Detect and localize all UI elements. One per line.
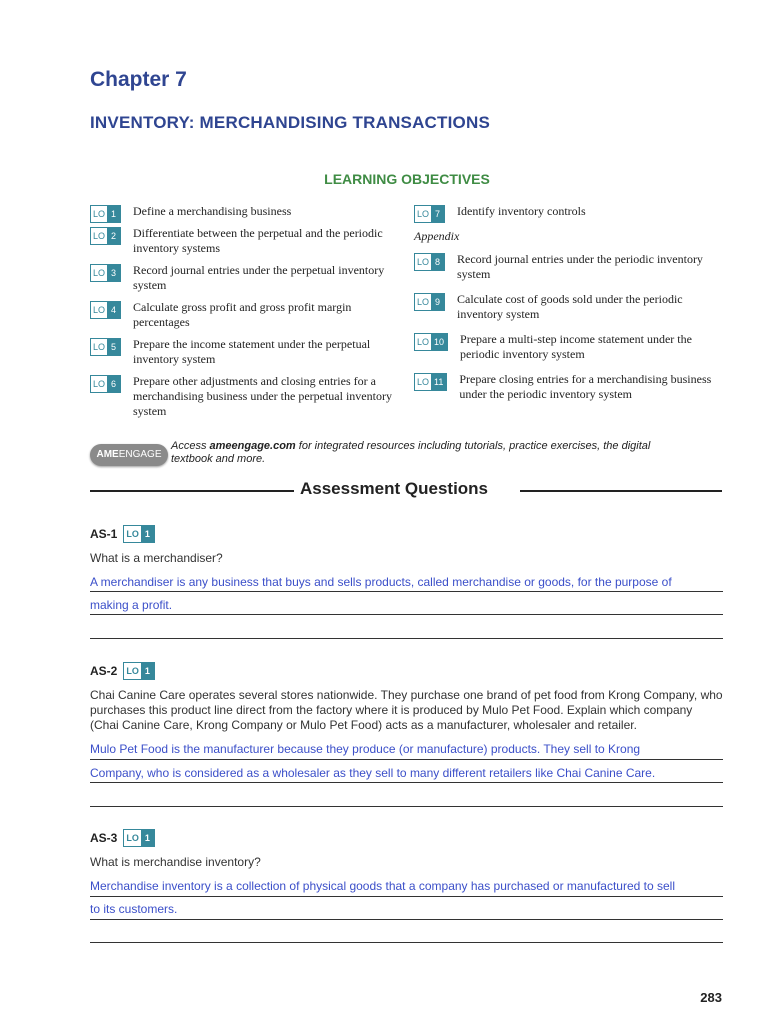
answer-line: A merchandiser is any business that buys and sells products, called merchandise or goods, for the purpose of [90, 575, 672, 589]
lo-badge: LO 6 [90, 375, 121, 393]
question-text: What is merchandise inventory? [90, 855, 261, 869]
lo-badge: LO 2 [90, 227, 121, 245]
lo-badge: LO 7 [414, 205, 445, 223]
learning-objective-text: Prepare closing entries for a merchandising business under the periodic inventory system [459, 372, 712, 401]
learning-objective-text: Prepare other adjustments and closing entries for a merchandising business under the perpetual inventory system [133, 374, 392, 418]
answer-line: to its customers. [90, 902, 178, 916]
appendix-label: Appendix [414, 229, 460, 243]
page-number: 283 [700, 990, 722, 1005]
answer-rule [90, 806, 723, 807]
assessment-questions-heading: Assessment Questions [300, 479, 489, 498]
ameengage-access-text: Access ameengage.com for integrated resources including tutorials, practice exercises, the digital textbook and more. [171, 440, 651, 465]
question-text: What is a merchandiser? [90, 551, 223, 565]
learning-objective-text: Identify inventory controls [457, 204, 586, 218]
answer-rule [90, 942, 723, 943]
chapter-title: Chapter 7 [90, 68, 187, 91]
answer-rule [90, 919, 723, 920]
learning-objective-text: Define a merchandising business [133, 204, 292, 218]
learning-objective-item [414, 332, 724, 362]
question-text: Chai Canine Care operates several stores nationwide. They purchase one brand of pet food from Krong Company, who purchases this product line direct from the factory where it is produced by Mulo Pet Food. Explain which company (Chai Canine Care, Krong Company or Mulo Pet Food) acts as a manufacturer, wholesaler and retailer. [90, 688, 723, 732]
learning-objective-item [90, 204, 395, 223]
learning-objective-text: Prepare the income statement under the perpetual inventory system [133, 337, 371, 366]
learning-objective-text: Record journal entries under the perpetual inventory system [133, 263, 385, 292]
answer-rule [90, 759, 723, 760]
lo-badge: LO 4 [90, 301, 121, 319]
lo-badge: LO 1 [90, 205, 121, 223]
learning-objective-text: Calculate cost of goods sold under the periodic inventory system [457, 292, 683, 321]
lo-badge: LO 3 [90, 264, 121, 282]
lo-badge: LO 1 [123, 829, 155, 847]
answer-line: Company, who is considered as a wholesaler as they sell to many different retailers like Chai Canine Care. [90, 766, 656, 780]
learning-objectives-heading: LEARNING OBJECTIVES [324, 171, 490, 187]
answer-rule [90, 591, 723, 592]
lo-badge: LO 11 [414, 373, 447, 391]
ameengage-logo[interactable]: AMEENGAGE [90, 444, 168, 466]
learning-objective-text: Record journal entries under the periodic inventory system [457, 252, 703, 281]
lo-badge: LO 10 [414, 333, 448, 351]
lo-badge: LO 5 [90, 338, 121, 356]
question-id: AS-2 LO 1 [90, 662, 155, 680]
lo-badge: LO 1 [123, 525, 155, 543]
divider-left [90, 490, 294, 492]
answer-rule [90, 638, 723, 639]
learning-objective-item [414, 204, 724, 223]
learning-objective-item [90, 300, 395, 330]
learning-objective-item [90, 337, 395, 367]
question-id: AS-1 LO 1 [90, 525, 155, 543]
answer-rule [90, 896, 723, 897]
learning-objective-item [414, 372, 724, 402]
learning-objective-text: Prepare a multi-step income statement under the periodic inventory system [460, 332, 692, 361]
learning-objective-item [90, 226, 395, 256]
answer-rule [90, 614, 723, 615]
question-id: AS-3 LO 1 [90, 829, 155, 847]
ameengage-link[interactable]: ameengage.com [209, 440, 296, 452]
learning-objective-item [90, 374, 395, 419]
answer-rule [90, 782, 723, 783]
learning-objective-item [90, 263, 395, 293]
learning-objective-item [414, 292, 724, 322]
lo-badge: LO 9 [414, 293, 445, 311]
answer-line: Mulo Pet Food is the manufacturer because they produce (or manufacture) products. They sell to Krong [90, 742, 641, 756]
lo-badge: LO 8 [414, 253, 445, 271]
chapter-subtitle: INVENTORY: MERCHANDISING TRANSACTIONS [90, 113, 490, 132]
answer-line: making a profit. [90, 598, 173, 612]
learning-objective-text: Calculate gross profit and gross profit margin percentages [133, 300, 352, 329]
learning-objective-item [414, 252, 724, 282]
answer-line: Merchandise inventory is a collection of physical goods that a company has purchased or manufactured to sell [90, 879, 675, 893]
divider-right [520, 490, 722, 492]
learning-objective-text: Differentiate between the perpetual and the periodic inventory systems [133, 226, 383, 255]
lo-badge: LO 1 [123, 662, 155, 680]
